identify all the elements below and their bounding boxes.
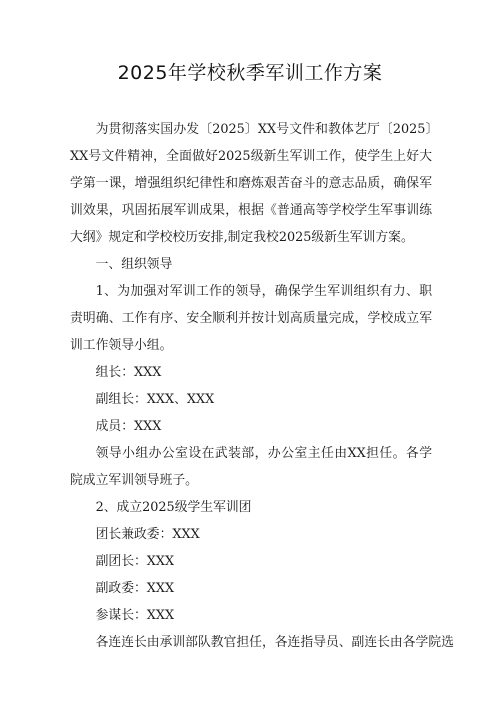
section-heading: 一、组织领导	[95, 257, 173, 272]
document-body	[70, 116, 454, 656]
item-paragraph: 1、为加强对军训工作的领导，确保学生军训组织有力、职责明确、工作有序、安全顺利并按计划高质量完成，学校成立军训工作领导小组。	[70, 284, 432, 353]
deputy-commissar-line: 副政委：XXX	[95, 581, 175, 596]
members-line: 成员：XXX	[95, 419, 162, 434]
office-paragraph: 领导小组办公室设在武装部，办公室主任由XX担任。各学院成立军训领导班子。	[70, 446, 432, 488]
deputy-leaders-line: 副组长：XXX、XXX	[95, 392, 215, 407]
document-title: 2025年学校秋季军训工作方案	[117, 62, 383, 84]
deputy-commander-line: 副团长：XXX	[95, 554, 175, 569]
chief-of-staff-line: 参谋长：XXX	[95, 608, 175, 623]
leader-line: 组长：XXX	[95, 365, 162, 380]
intro-paragraph: 为贯彻落实国办发〔2025〕XX号文件和教体艺厅〔2025〕XX号文件精神，全面做好2025级新生军训工作，使学生上好大学第一课，增强组织纪律性和磨炼艰苦奋斗的意志品质，确保军训效果，巩固拓展军训成果，根据《普通高等学校学生军事训练大纲》规定和学校校历安排,制定我校2025级新生军训方案。	[70, 122, 432, 245]
last-paragraph-line: 各连连长由承训部队教官担任，各连指导员、副连长由各学院选	[95, 635, 454, 650]
regiment-commander-line: 团长兼政委：XXX	[95, 527, 200, 542]
item-heading: 2、成立2025级学生军训团	[95, 500, 252, 515]
